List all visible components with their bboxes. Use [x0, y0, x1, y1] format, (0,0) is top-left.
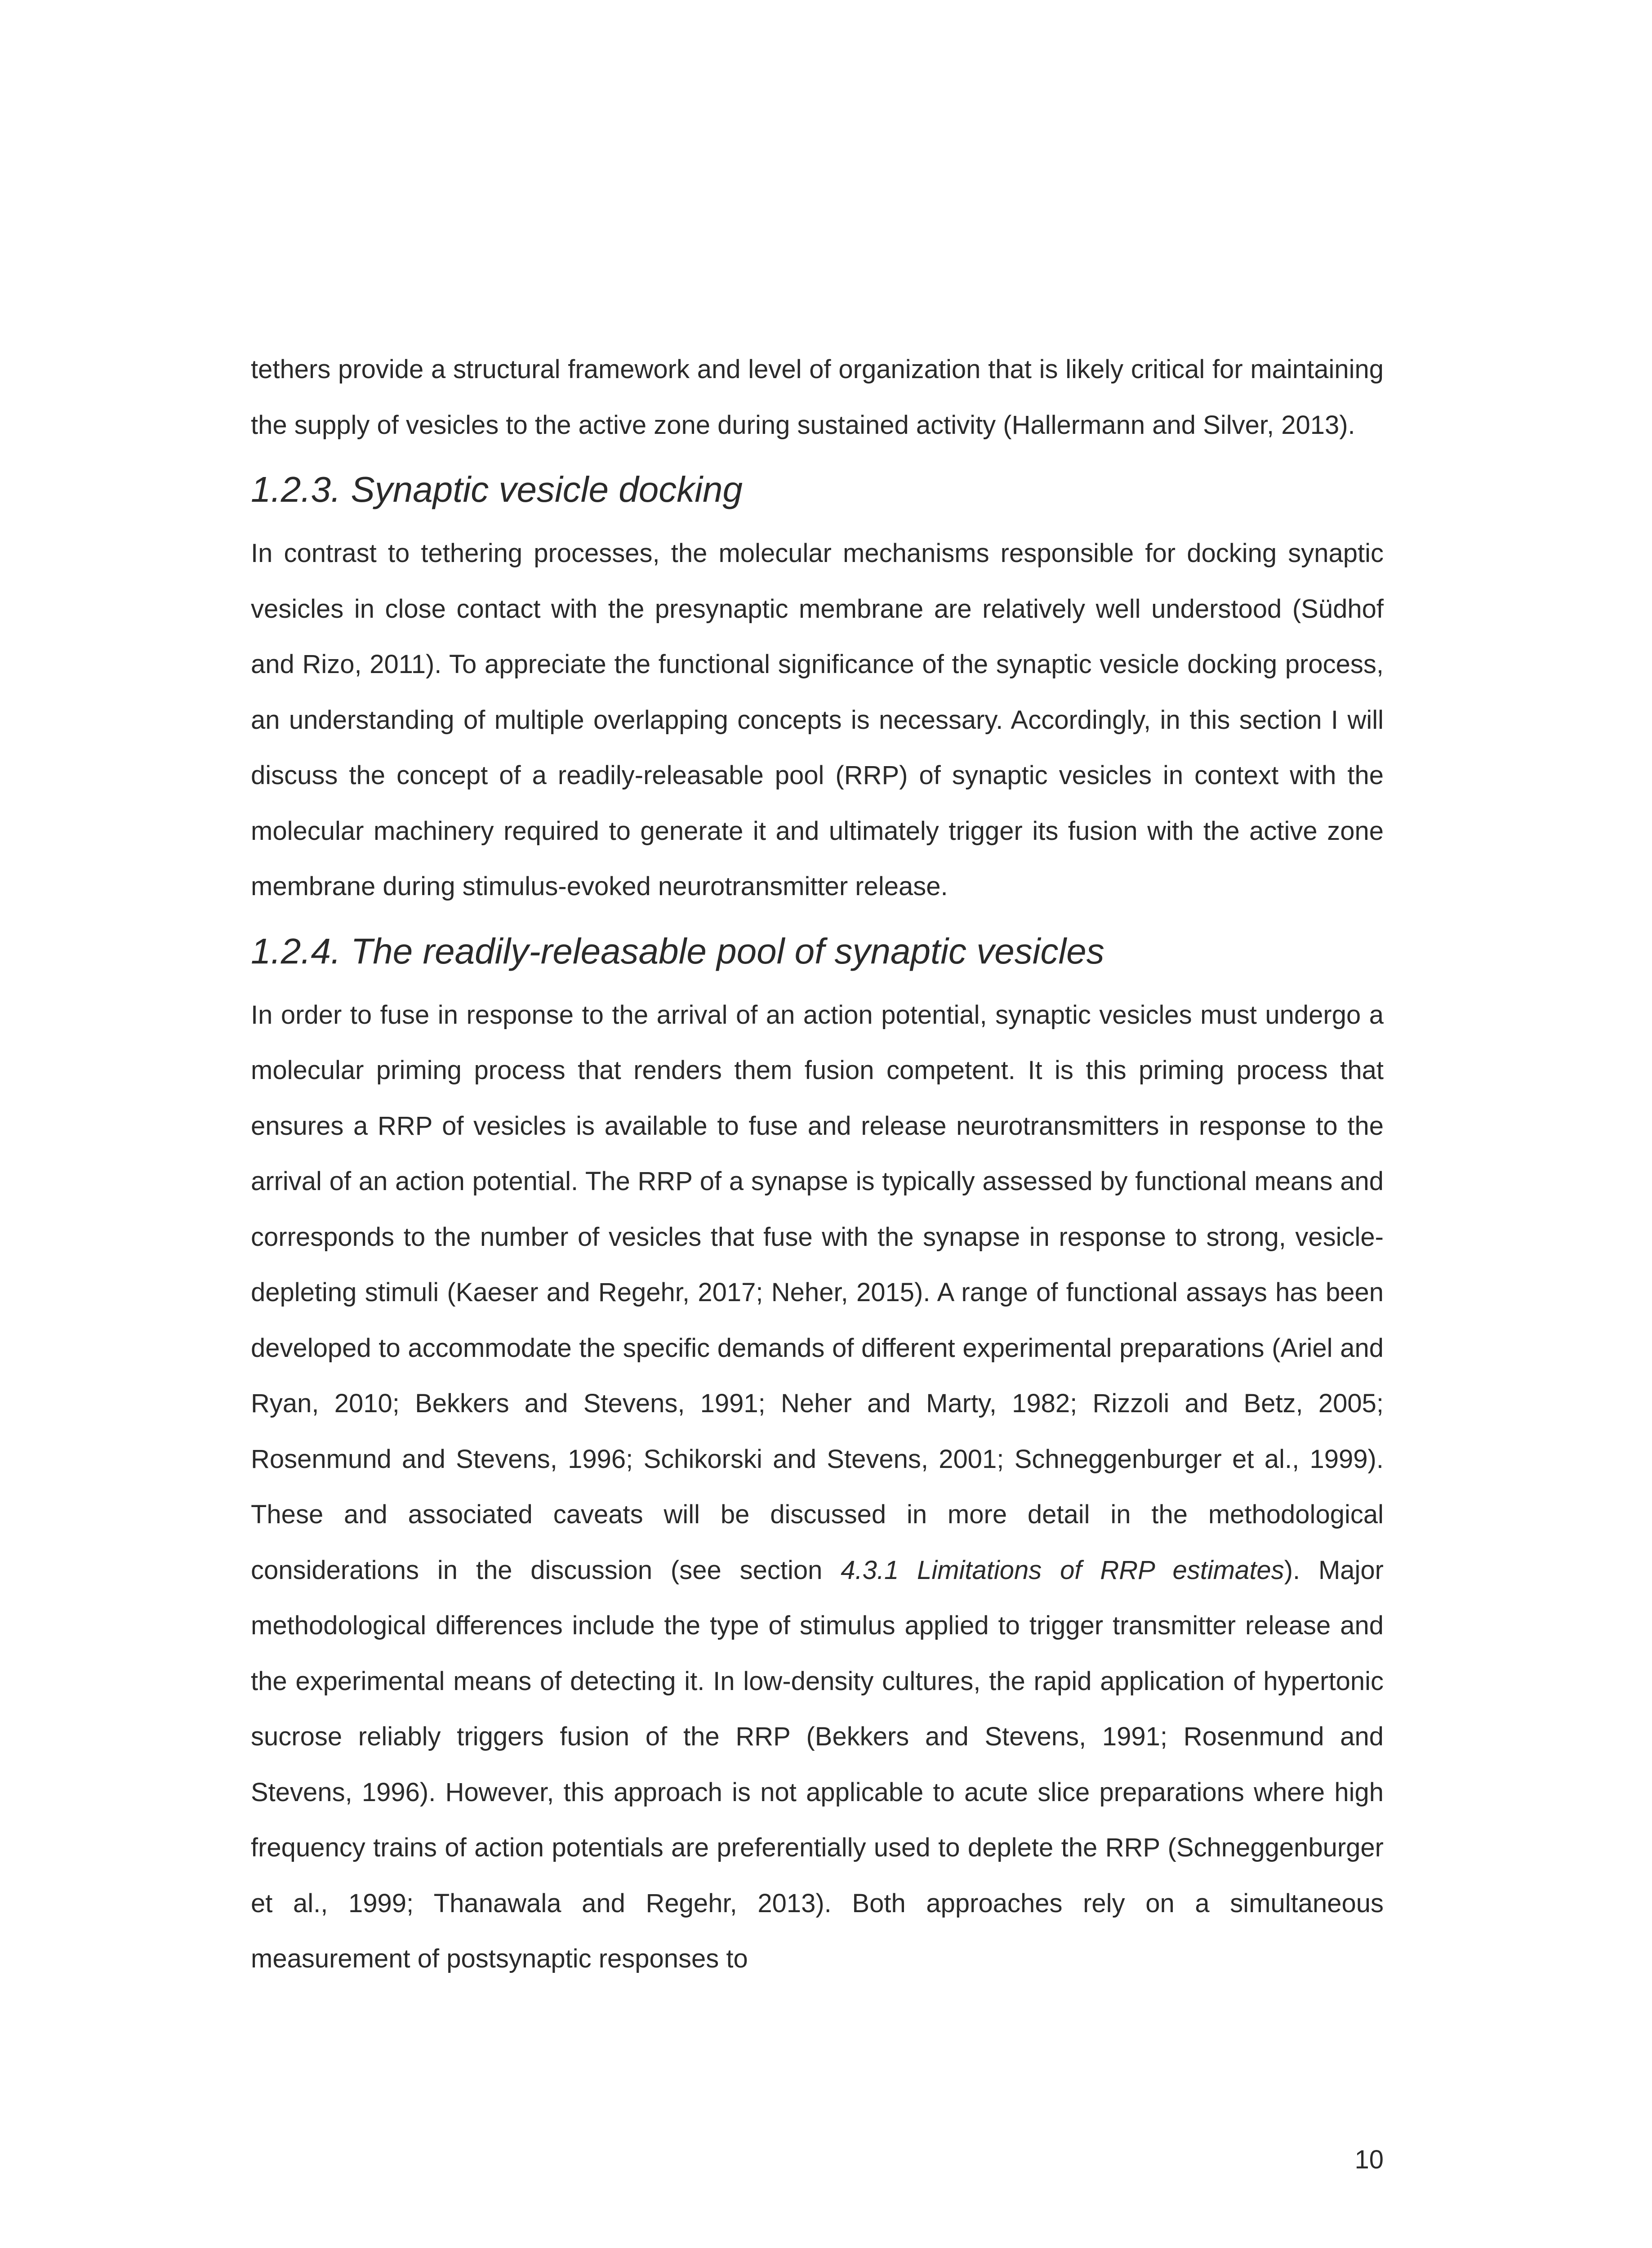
- body-text: [251, 342, 1384, 1987]
- section-reference-italic: 4.3.1 Limitations of RRP estimates: [841, 1555, 1284, 1585]
- paragraph-readily-releasable-pool: [251, 987, 1384, 1987]
- paragraph-text-part-2: ). Major methodological differences include the type of stimulus applied to trigger transmitter release and the experimental means of detecting it. In low-density cultures, the rapid application of hypertonic sucrose reliably triggers fusion of the RRP (Bekkers and Stevens, 1991; Rosenmund and Stevens, 1996). However, this approach is not applicable to acute slice preparations where high frequency trains of action potentials are preferentially used to deplete the RRP (Schneggenburger et al., 1999; Thanawala and Regehr, 2013). Both approaches rely on a simultaneous measurement of postsynaptic responses to: [251, 1555, 1384, 1973]
- section-heading-vesicle-docking: 1.2.3. Synaptic vesicle docking: [251, 469, 743, 509]
- page-number: 10: [1354, 2145, 1384, 2174]
- paragraph-continuation: tethers provide a structural framework and level of organization that is likely critical for maintaining the supply of vesicles to the active zone during sustained activity (Hallermann and Silver, 2013).: [251, 355, 1384, 440]
- paragraph-text-part-1: In order to fuse in response to the arrival of an action potential, synaptic vesicles must undergo a molecular priming process that renders them fusion competent. It is this priming process that ensures a RRP of vesicles is available to fuse and release neurotransmitters in response to the arrival of an action potential. The RRP of a synapse is typically assessed by functional means and corresponds to the number of vesicles that fuse with the synapse in response to strong, vesicle-depleting stimuli (Kaeser and Regehr, 2017; Neher, 2015). A range of functional assays has been developed to accommodate the specific demands of different experimental preparations (Ariel and Ryan, 2010; Bekkers and Stevens, 1991; Neher and Marty, 1982; Rizzoli and Betz, 2005; Rosenmund and Stevens, 1996; Schikorski and Stevens, 2001; Schneggenburger et al., 1999). These and associated caveats will be discussed in more detail in the methodological considerations in the discussion (see section: [251, 1000, 1384, 1585]
- section-heading-readily-releasable-pool: 1.2.4. The readily-releasable pool of synaptic vesicles: [251, 931, 1104, 971]
- paragraph-vesicle-docking: In contrast to tethering processes, the molecular mechanisms responsible for docking synaptic vesicles in close contact with the presynaptic membrane are relatively well understood (Südhof and Rizo, 2011). To appreciate the functional significance of the synaptic vesicle docking process, an understanding of multiple overlapping concepts is necessary. Accordingly, in this section I will discuss the concept of a readily-releasable pool (RRP) of synaptic vesicles in context with the molecular machinery required to generate it and ultimately trigger its fusion with the active zone membrane during stimulus-evoked neurotransmitter release.: [251, 539, 1384, 901]
